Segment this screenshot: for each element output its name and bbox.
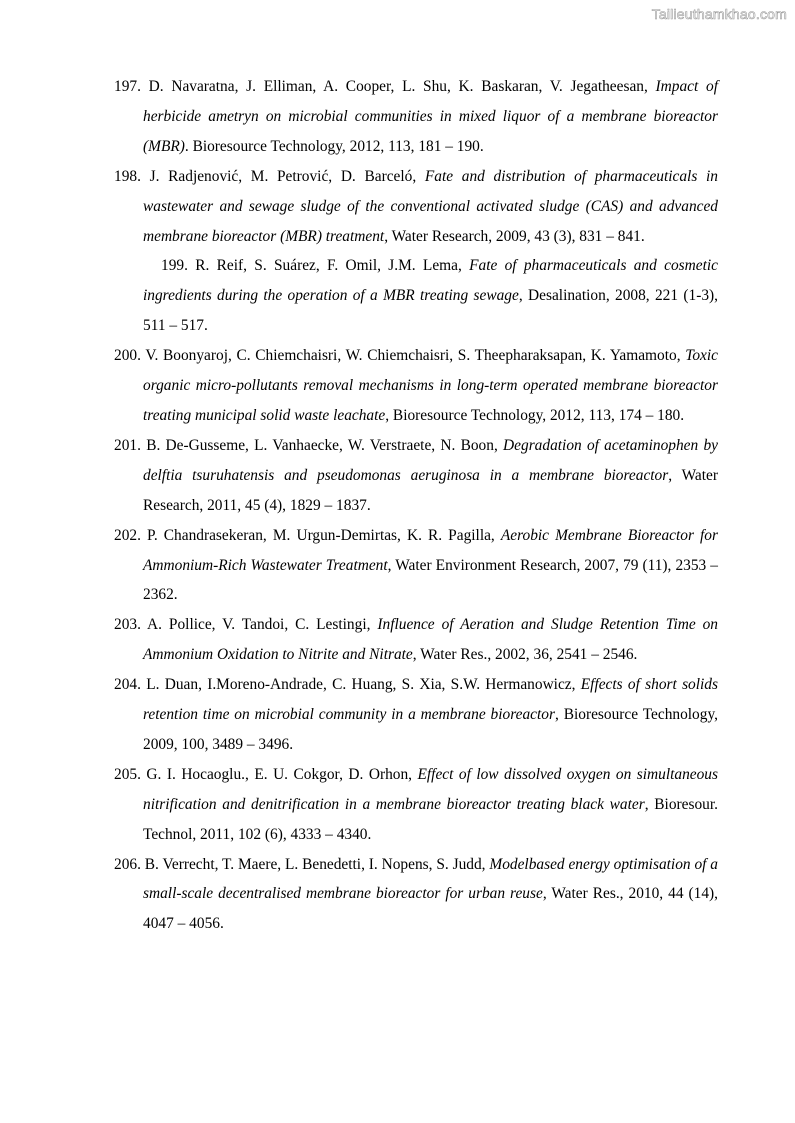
reference-number: 202. <box>114 526 141 544</box>
reference-item-206 <box>114 850 718 940</box>
reference-item-201 <box>114 431 718 521</box>
reference-source: , Water Research, 2009, 43 (3), 831 – 841. <box>384 227 645 245</box>
reference-authors: A. Pollice, V. Tandoi, C. Lestingi, <box>147 616 371 634</box>
reference-title: Modelbased energy optimisation of a small-scale decentralised membrane bioreactor for urban reuse <box>143 855 718 903</box>
reference-title: Fate of pharmaceuticals and cosmetic ingredients during the operation of a MBR treating sewage <box>143 257 718 305</box>
reference-number: 200. <box>114 347 141 365</box>
reference-title: Aerobic Membrane Bioreactor for Ammonium-Rich Wastewater Treatment <box>143 526 718 574</box>
reference-source: , Water Res., 2002, 36, 2541 – 2546. <box>412 646 638 664</box>
reference-item-205 <box>114 760 718 850</box>
reference-item-200 <box>114 341 718 431</box>
reference-title: Effect of low dissolved oxygen on simultaneous nitrification and denitrification in a membrane bioreactor treating black water <box>143 765 718 813</box>
reference-source: , Bioresource Technology, 2009, 100, 3489 – 3496. <box>143 706 718 753</box>
reference-source: , Water Research, 2011, 45 (4), 1829 – 1837. <box>143 466 718 514</box>
reference-title: Fate and distribution of pharmaceuticals in wastewater and sewage sludge of the conventional activated sludge (CAS) and advanced membrane bioreactor (MBR) treatment <box>143 167 718 245</box>
reference-source: , Desalination, 2008, 221 (1-3), 511 – 517. <box>143 287 719 335</box>
reference-source: , Water Res., 2010, 44 (14), 4047 – 4056. <box>143 885 718 933</box>
reference-item-198 <box>114 162 718 252</box>
reference-number: 199. <box>161 257 188 275</box>
reference-number: 197. <box>114 78 141 95</box>
reference-authors: B. Verrecht, T. Maere, L. Benedetti, I. Nopens, S. Judd, <box>144 855 486 873</box>
reference-list <box>114 72 718 939</box>
reference-authors: J. Radjenović, M. Petrović, D. Barceló, <box>149 167 417 185</box>
reference-source: , Bioresour. Technol, 2011, 102 (6), 4333 – 4340. <box>143 795 718 843</box>
reference-authors: P. Chandrasekeran, M. Urgun-Demirtas, K. R. Pagilla, <box>147 526 495 544</box>
reference-number: 205. <box>114 765 141 783</box>
reference-source: , Water Environment Research, 2007, 79 (11), 2353 – 2362. <box>143 556 718 604</box>
reference-source: . Bioresource Technology, 2012, 113, 181 – 190. <box>184 137 484 155</box>
reference-item-203 <box>114 610 718 670</box>
reference-number: 204. <box>114 676 141 694</box>
reference-authors: V. Boonyaroj, C. Chiemchaisri, W. Chiemchaisri, S. Theepharaksapan, K. Yamamoto, <box>145 347 681 365</box>
reference-number: 198. <box>114 167 141 185</box>
reference-authors: G. I. Hocaoglu., E. U. Cokgor, D. Orhon, <box>146 765 413 783</box>
reference-number: 201. <box>114 436 141 454</box>
reference-item-202 <box>114 521 718 611</box>
reference-number: 206. <box>114 855 141 873</box>
reference-title: Toxic organic micro-pollutants removal mechanisms in long-term operated membrane bioreactor treating municipal solid waste leachate <box>143 347 718 424</box>
reference-number: 203. <box>114 616 141 634</box>
reference-item-204 <box>114 670 718 760</box>
reference-title: Degradation of acetaminophen by delftia tsuruhatensis and pseudomonas aeruginosa in a membrane bioreactor <box>143 436 718 484</box>
reference-authors: R. Reif, S. Suárez, F. Omil, J.M. Lema, <box>195 257 462 275</box>
reference-authors: D. Navaratna, J. Elliman, A. Cooper, L. Shu, K. Baskaran, V. Jegatheesan, <box>148 78 648 95</box>
reference-authors: L. Duan, I.Moreno-Andrade, C. Huang, S. Xia, S.W. Hermanowicz, <box>146 676 576 694</box>
reference-title: Effects of short solids retention time on microbial community in a membrane bioreactor <box>143 676 718 724</box>
watermark-text: Tailieuthamkhao.com <box>651 6 787 22</box>
reference-item-197 <box>114 72 718 162</box>
reference-authors: B. De-Gusseme, L. Vanhaecke, W. Verstraete, N. Boon, <box>146 436 498 454</box>
reference-title: Influence of Aeration and Sludge Retention Time on Ammonium Oxidation to Nitrite and Nitrate <box>143 616 718 664</box>
reference-source: , Bioresource Technology, 2012, 113, 174 – 180. <box>385 406 685 424</box>
reference-item-199 <box>114 251 718 341</box>
reference-title: Impact of herbicide ametryn on microbial communities in mixed liquor of a membrane bioreactor (MBR) <box>143 78 718 155</box>
